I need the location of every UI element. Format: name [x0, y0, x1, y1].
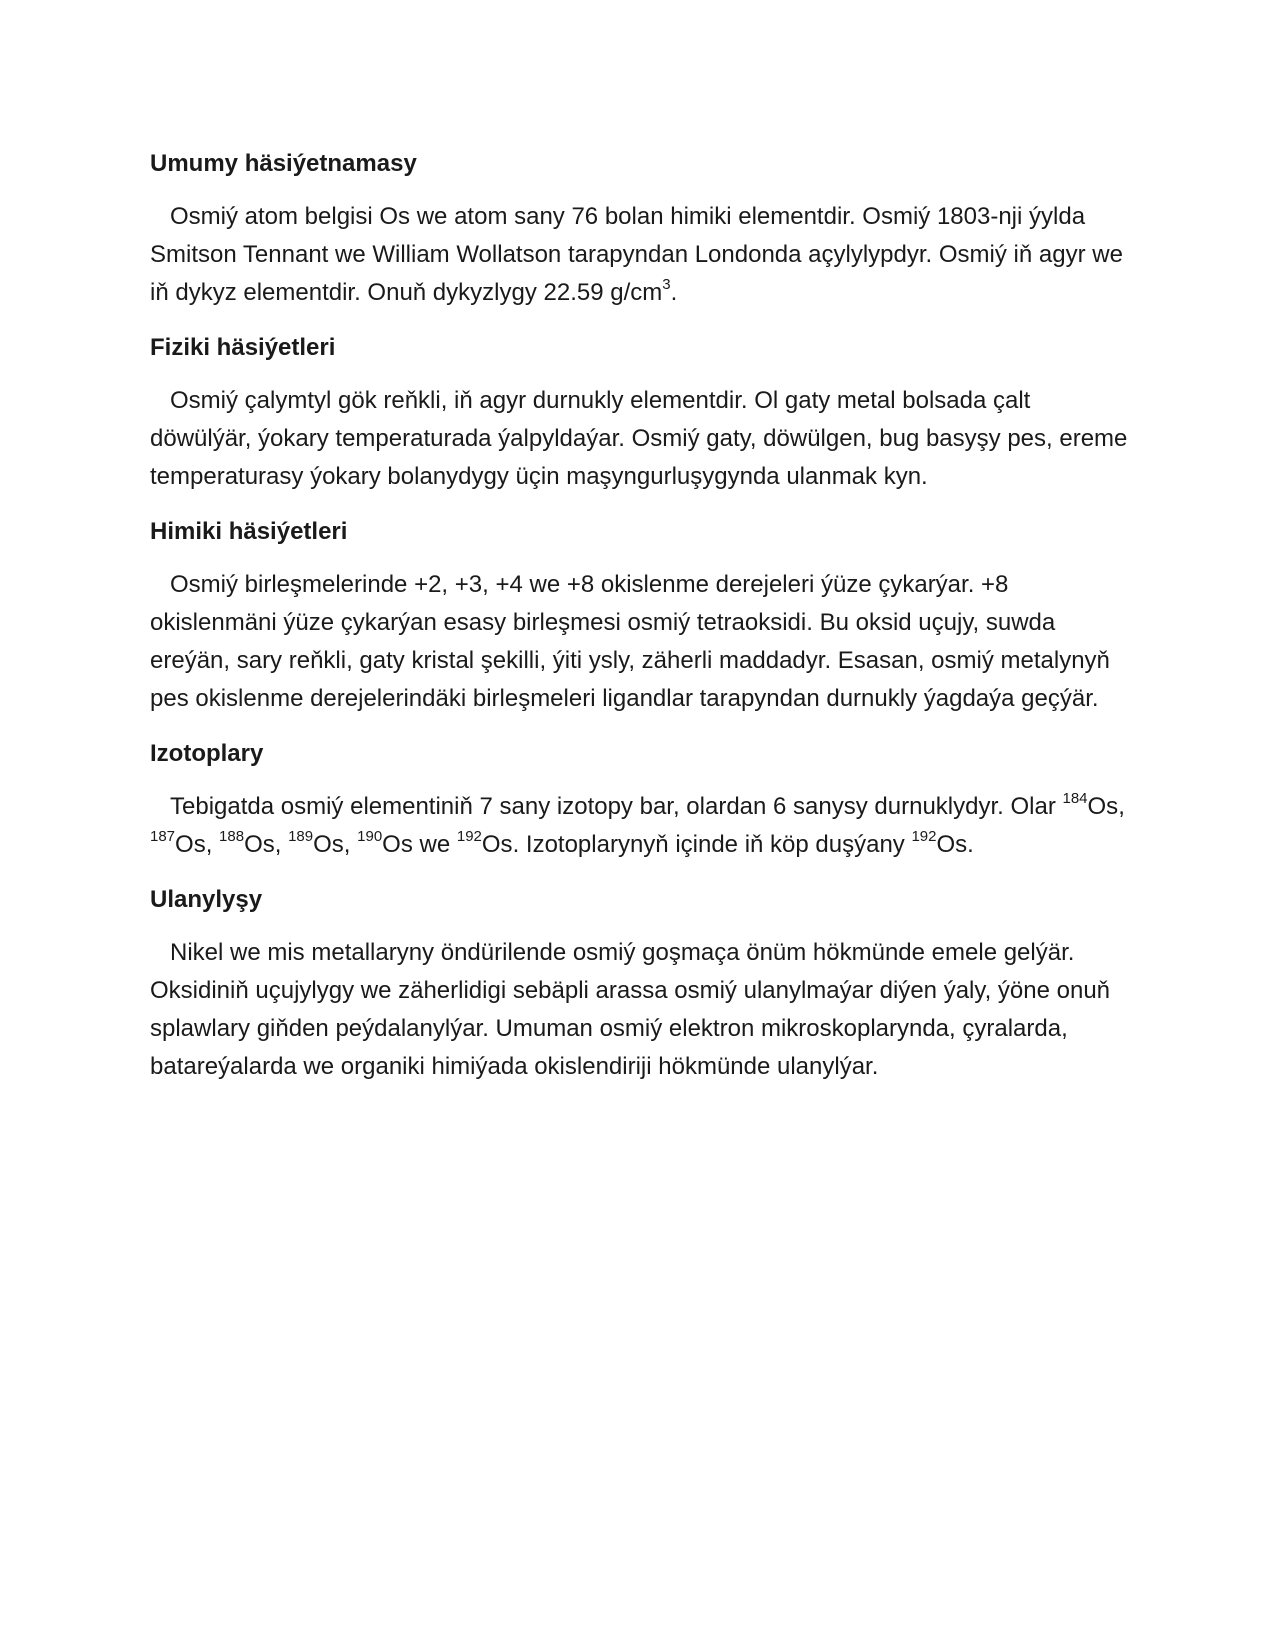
- isotope-symbol: Os: [175, 831, 206, 858]
- isotope-symbol: Os: [382, 831, 413, 858]
- paragraph-general-properties: Osmiý atom belgisi Os we atom sany 76 bolan himiki elementdir. Osmiý 1803-nji ýylda Smitson Tennant we William Wollatson tarapyndan Londonda açylylypdyr. Osmiý iň agyr we iň dykyz elementdir. Onuň dykyzlygy 22.59 $g/cm^3$.: [150, 203, 1123, 306]
- isotope-mass: 184: [1062, 790, 1088, 807]
- isotope-symbol: Os: [313, 831, 344, 858]
- paragraph-usage: Nikel we mis metallaryny öndürilende osmiý goşmaça önüm hökmünde emele gelýär. Oksidiniň uçujylygy we zäherlidigi sebäpli arassa osmiý ulanylmaýar diýen ýaly, ýöne onuň splawlary giňden peýdalanylýar. Umuman osmiý elektron mikroskoplarynda, çyralarda, batareýalarda we organiki himiýada okislendiriji hökmünde ulanylýar.: [150, 939, 1111, 1080]
- isotope-mass: 189: [288, 828, 314, 845]
- heading-physical-properties: Fiziki häsiýetleri: [150, 334, 336, 361]
- isotope-symbol: Os: [936, 831, 968, 858]
- isotope-symbol: Os: [481, 831, 513, 858]
- paragraph-isotopes: Tebigatda osmiý elementiniň 7 sany izotopy bar, olardan 6 sanysy durnuklydyr. Olar $^{184}$Os, $^{187}$Os, $^{188}$Os, $^{189}$Os, $^{190}$Os we $^{192}$Os. Izotoplarynyň içinde iň köp duşýany $^{192}$Os.: [150, 790, 1125, 858]
- heading-general-properties: Umumy häsiýetnamasy: [150, 150, 417, 177]
- paragraph-chemical-properties: Osmiý birleşmelerinde +2, +3, +4 we +8 okislenme derejeleri ýüze çykarýar. +8 okislenmäni ýüze çykarýan esasy birleşmesi osmiý tetraoksidi. Bu oksid uçujy, suwda ereýän, sary reňkli, gaty kristal şekilli, ýiti ysly, zäherli maddadyr. Esasan, osmiý metalynyň pes okislenme derejelerindäki birleşmeleri ligandlar tarapyndan durnukly ýagdaýa geçýär.: [150, 571, 1110, 712]
- isotope-symbol: Os: [244, 831, 275, 858]
- heading-isotopes: Izotoplary: [150, 740, 264, 767]
- paragraph-physical-properties: Osmiý çalymtyl gök reňkli, iň agyr durnukly elementdir. Ol gaty metal bolsada çalt döwülýär, ýokary temperaturada ýalpyldaýar. Osmiý gaty, döwülgen, bug basyşy pes, ereme temperaturasy ýokary bolanydygy üçin maşyngurluşygynda ulanmak kyn.: [150, 387, 1128, 490]
- isotope-mass: 192: [456, 828, 482, 845]
- isotope-mass: 187: [150, 828, 176, 845]
- superscript-cubic: 3: [662, 276, 671, 293]
- heading-usage: Ulanylyşy: [150, 886, 263, 913]
- heading-chemical-properties: Himiki häsiýetleri: [150, 518, 348, 545]
- isotope-mass: 192: [911, 828, 937, 845]
- isotope-mass: 188: [219, 828, 245, 845]
- isotope-mass: 190: [357, 828, 383, 845]
- isotope-symbol: Os: [1087, 793, 1119, 820]
- document-page: [150, 148, 1130, 1106]
